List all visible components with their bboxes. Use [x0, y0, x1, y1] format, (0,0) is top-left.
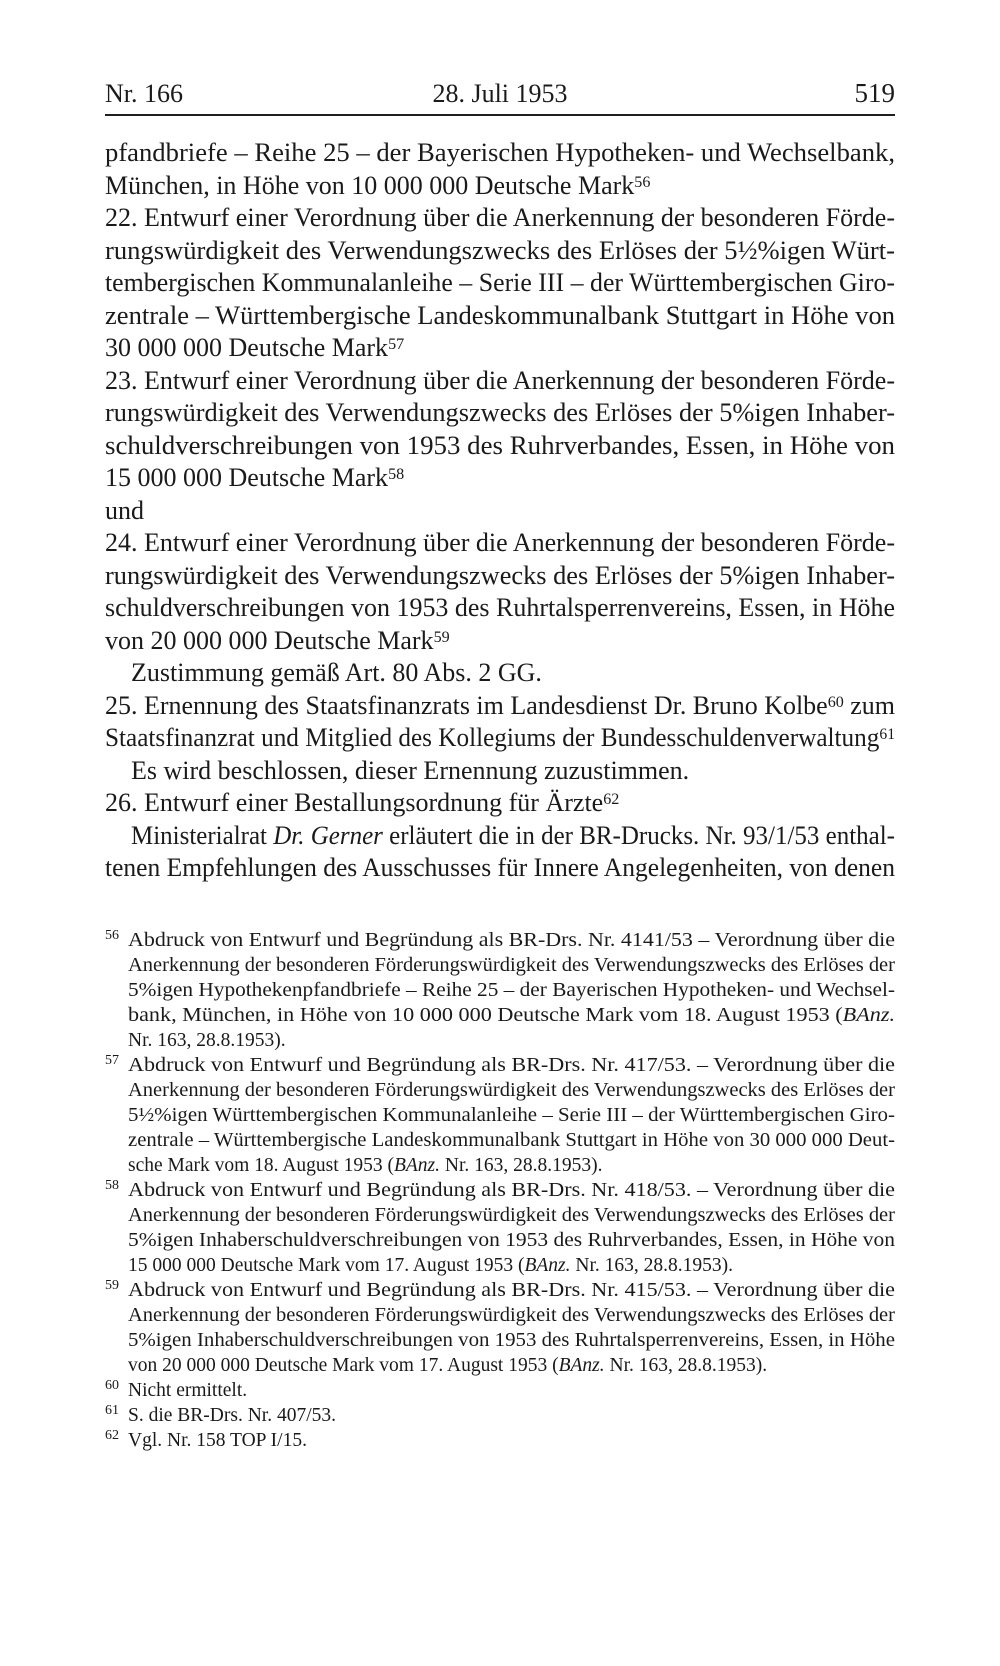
- footnote-number: 56: [105, 928, 119, 943]
- text-segment: tenen Empfehlungen des Ausschusses für Innere Angelegenheiten, von denen: [105, 853, 895, 882]
- body-line: [105, 755, 895, 788]
- body-line: [105, 170, 895, 203]
- text-segment: 26. Entwurf einer Bestallungsordnung für Ärzte: [105, 788, 604, 817]
- line-content: [105, 527, 895, 560]
- body-line: [105, 430, 895, 463]
- footnote-line: [128, 1378, 895, 1403]
- text-segment: Abdruck von Entwurf und Begründung als BR-Drs. Nr. 4141/53 – Verordnung über die: [128, 930, 895, 951]
- text-segment: rungswürdigkeit des Verwendungszwecks des Erlöses der 5½%igen Würt-: [105, 235, 896, 265]
- body-line: [105, 137, 895, 170]
- footnote-number: 59: [105, 1278, 119, 1293]
- text-segment: Nr. 163, 28.8.1953).: [604, 1355, 768, 1376]
- text-segment: Es wird beschlossen, dieser Ernennung zuzustimmen.: [131, 755, 690, 785]
- footnote-line: [128, 1103, 895, 1128]
- body-line: [105, 657, 895, 690]
- text-segment: tembergischen Kommunalanleihe – Serie III – der Württembergischen Giro-: [105, 268, 895, 297]
- text-segment: Nicht ermittelt.: [128, 1380, 248, 1401]
- line-content: [128, 1128, 895, 1153]
- emphasized-text: BAnz.: [393, 1155, 440, 1176]
- text-segment: 22. Entwurf einer Verordnung über die Anerkennung der besonderen Förde-: [105, 203, 895, 232]
- footnote-line: [128, 928, 895, 953]
- page-header: [105, 78, 895, 109]
- line-content: [128, 1228, 895, 1253]
- footnote-line: [128, 1303, 895, 1328]
- text-segment: 15 000 000 Deutsche Mark vom 17. August 1953 (: [128, 1255, 525, 1276]
- text-segment: Anerkennung der besonderen Förderungswürdigkeit des Verwendungszwecks des Erlöses der: [128, 955, 895, 976]
- footnote-reference-marker: 59: [433, 628, 450, 646]
- footnote-line: [128, 953, 895, 978]
- line-content: [105, 852, 895, 885]
- body-line: [105, 332, 895, 365]
- line-content: [128, 1153, 602, 1178]
- footnote-reference-marker: 57: [388, 336, 405, 354]
- text-segment: 5½%igen Württembergischen Kommunalanleihe – Serie III – der Württembergischen Giro-: [128, 1105, 896, 1126]
- line-content: [128, 1028, 286, 1053]
- text-segment: München, in Höhe von 10 000 000 Deutsche Mark: [105, 170, 635, 200]
- footnote-reference-marker: 58: [388, 466, 405, 484]
- body-line: [105, 722, 895, 755]
- text-segment: zum: [843, 690, 895, 720]
- text-segment: Vgl. Nr. 158 TOP I/15.: [128, 1430, 307, 1451]
- line-content: [105, 625, 450, 658]
- line-content: [105, 170, 650, 203]
- footnote-line: [128, 1228, 895, 1253]
- line-content: [128, 978, 895, 1003]
- emphasized-text: BAnz.: [524, 1255, 571, 1276]
- body-line: [105, 202, 895, 235]
- footnote-reference-marker: 60: [827, 693, 844, 711]
- line-content: [105, 560, 895, 593]
- text-segment: 30 000 000 Deutsche Mark: [105, 333, 389, 362]
- line-content: [128, 1053, 895, 1078]
- footnote-line: [128, 1003, 895, 1028]
- body-line: [105, 852, 895, 885]
- text-segment: zentrale – Württembergische Landeskommunalbank Stuttgart in Höhe von 30 000 000 Deut-: [128, 1130, 895, 1151]
- text-segment: S. die BR-Drs. Nr. 407/53.: [128, 1405, 337, 1426]
- footnote-number: 60: [105, 1378, 119, 1393]
- line-content: [128, 1378, 247, 1403]
- footnote: [105, 1178, 895, 1278]
- body-line: [105, 495, 895, 528]
- body-line: [105, 625, 895, 658]
- line-content: [128, 1303, 895, 1328]
- line-content: [128, 1328, 895, 1353]
- line-content: [128, 1278, 895, 1303]
- text-segment: erläutert die in der BR-Drucks. Nr. 93/1/53 enthal-: [382, 820, 895, 850]
- text-segment: zentrale – Württembergische Landeskommunalbank Stuttgart in Höhe von: [105, 300, 895, 330]
- text-segment: Anerkennung der besonderen Förderungswürdigkeit des Verwendungszwecks des Erlöses der: [128, 1205, 895, 1226]
- footnote-number: 58: [105, 1178, 119, 1193]
- footnote-reference-marker: 56: [634, 173, 651, 191]
- line-content: [105, 690, 895, 723]
- line-content: [105, 787, 619, 820]
- line-content: [128, 1353, 767, 1378]
- footnote-line: [128, 1278, 895, 1303]
- text-segment: Nr. 163, 28.8.1953).: [570, 1255, 734, 1276]
- text-segment: rungswürdigkeit des Verwendungszwecks des Erlöses der 5%igen Inhaber-: [105, 560, 896, 590]
- text-segment: von 20 000 000 Deutsche Mark vom 17. August 1953 (: [128, 1355, 559, 1376]
- footnote: [105, 928, 895, 1053]
- text-segment: Anerkennung der besonderen Förderungswürdigkeit des Verwendungszwecks des Erlöses der: [128, 1305, 895, 1326]
- text-segment: von 20 000 000 Deutsche Mark: [105, 625, 434, 655]
- body-line: [105, 560, 895, 593]
- body-line: [105, 235, 895, 268]
- line-content: [105, 137, 895, 170]
- body-line: [105, 690, 895, 723]
- text-segment: 24. Entwurf einer Verordnung über die Anerkennung der besonderen Förde-: [105, 528, 895, 557]
- footnote-line: [128, 1353, 895, 1378]
- line-content: [105, 592, 895, 625]
- line-content: [105, 267, 895, 300]
- footnote-line: [128, 1053, 895, 1078]
- text-segment: Nr. 163, 28.8.1953).: [439, 1155, 603, 1176]
- footnote-reference-marker: 61: [879, 726, 895, 744]
- line-content: [128, 1203, 895, 1228]
- line-content: [105, 722, 895, 755]
- line-content: [128, 1178, 895, 1203]
- body-text: [105, 137, 895, 885]
- text-segment: schuldverschreibungen von 1953 des Ruhrtalsperrenvereins, Essen, in Höhe: [105, 593, 895, 622]
- footnote: [105, 1428, 895, 1453]
- body-line: [105, 300, 895, 333]
- line-content: [128, 1103, 895, 1128]
- text-segment: 5%igen Hypothekenpfandbriefe – Reihe 25 – der Bayerischen Hypotheken- und Wechsel-: [128, 980, 895, 1001]
- text-segment: Anerkennung der besonderen Förderungswürdigkeit des Verwendungszwecks des Erlöses der: [128, 1080, 895, 1101]
- footnote: [105, 1278, 895, 1378]
- footnote-number: 61: [105, 1403, 119, 1418]
- body-line: [105, 462, 895, 495]
- line-content: [105, 397, 895, 430]
- body-line: [105, 592, 895, 625]
- line-content: [105, 495, 144, 528]
- emphasized-text: BAnz.: [842, 1005, 895, 1026]
- footnote-number: 62: [105, 1428, 119, 1443]
- text-segment: 15 000 000 Deutsche Mark: [105, 463, 389, 492]
- text-segment: 5%igen Inhaberschuldverschreibungen von 1953 des Ruhrtalsperrenvereins, Essen, in Höhe: [128, 1330, 895, 1351]
- footnote-line: [128, 1153, 895, 1178]
- line-content: [131, 755, 689, 788]
- footnote-line: [128, 1128, 895, 1153]
- line-content: [128, 1078, 895, 1103]
- body-line: [105, 267, 895, 300]
- emphasized-text: BAnz.: [558, 1355, 605, 1376]
- text-segment: Abdruck von Entwurf und Begründung als BR-Drs. Nr. 418/53. – Verordnung über die: [128, 1180, 895, 1201]
- line-content: [128, 1403, 336, 1428]
- footnote-line: [128, 1403, 895, 1428]
- text-segment: 5%igen Inhaberschuldverschreibungen von 1953 des Ruhrverbandes, Essen, in Höhe von: [128, 1230, 895, 1251]
- text-segment: Abdruck von Entwurf und Begründung als BR-Drs. Nr. 417/53. – Verordnung über die: [128, 1055, 895, 1076]
- header-rule: [105, 114, 895, 116]
- line-content: [105, 365, 895, 398]
- line-content: [128, 928, 895, 953]
- header-date: 28. Juli 1953: [432, 79, 568, 108]
- text-segment: Abdruck von Entwurf und Begründung als BR-Drs. Nr. 415/53. – Verordnung über die: [128, 1280, 895, 1301]
- footnote: [105, 1378, 895, 1403]
- text-segment: 25. Ernennung des Staatsfinanzrats im Landesdienst Dr. Bruno Kolbe: [105, 690, 828, 720]
- text-segment: sche Mark vom 18. August 1953 (: [128, 1155, 394, 1176]
- text-segment: Staatsfinanzrat und Mitglied des Kollegiums der Bundesschuldenverwaltung: [105, 723, 880, 752]
- line-content: [128, 1253, 733, 1278]
- body-line: [105, 820, 895, 853]
- line-content: [128, 1428, 307, 1453]
- footnotes-section: [105, 928, 895, 1453]
- line-content: [128, 953, 895, 978]
- text-segment: schuldverschreibungen von 1953 des Ruhrverbandes, Essen, in Höhe von: [105, 430, 895, 460]
- text-segment: Nr. 163, 28.8.1953).: [128, 1030, 286, 1051]
- body-line: [105, 787, 895, 820]
- text-segment: 23. Entwurf einer Verordnung über die Anerkennung der besonderen Förde-: [105, 365, 895, 395]
- line-content: [105, 332, 404, 365]
- footnote: [105, 1053, 895, 1178]
- text-segment: rungswürdigkeit des Verwendungszwecks des Erlöses der 5%igen Inhaber-: [105, 398, 896, 427]
- footnote-line: [128, 1428, 895, 1453]
- body-line: [105, 527, 895, 560]
- text-segment: bank, München, in Höhe von 10 000 000 Deutsche Mark vom 18. August 1953 (: [128, 1005, 843, 1026]
- footnote: [105, 1403, 895, 1428]
- line-content: [105, 300, 895, 333]
- header-doc-number: Nr. 166: [105, 79, 183, 108]
- body-line: [105, 365, 895, 398]
- line-content: [105, 462, 404, 495]
- footnote-line: [128, 1078, 895, 1103]
- text-segment: pfandbriefe – Reihe 25 – der Bayerischen Hypotheken- und Wechselbank,: [105, 138, 896, 167]
- text-segment: Ministerialrat: [131, 820, 274, 850]
- footnote-line: [128, 1028, 895, 1053]
- text-segment: und: [105, 495, 144, 525]
- line-content: [105, 202, 895, 235]
- footnote-reference-marker: 62: [603, 791, 620, 809]
- footnote-line: [128, 978, 895, 1003]
- footnote-number: 57: [105, 1053, 119, 1068]
- footnote-line: [128, 1253, 895, 1278]
- line-content: [105, 235, 895, 268]
- text-segment: Zustimmung gemäß Art. 80 Abs. 2 GG.: [131, 658, 542, 687]
- footnote-line: [128, 1203, 895, 1228]
- body-line: [105, 397, 895, 430]
- line-content: [131, 657, 542, 690]
- footnote-line: [128, 1328, 895, 1353]
- emphasized-text: Dr. Gerner: [273, 820, 383, 850]
- header-page-number: 519: [854, 78, 896, 108]
- line-content: [131, 820, 895, 853]
- line-content: [128, 1003, 895, 1028]
- line-content: [105, 430, 895, 463]
- footnote-line: [128, 1178, 895, 1203]
